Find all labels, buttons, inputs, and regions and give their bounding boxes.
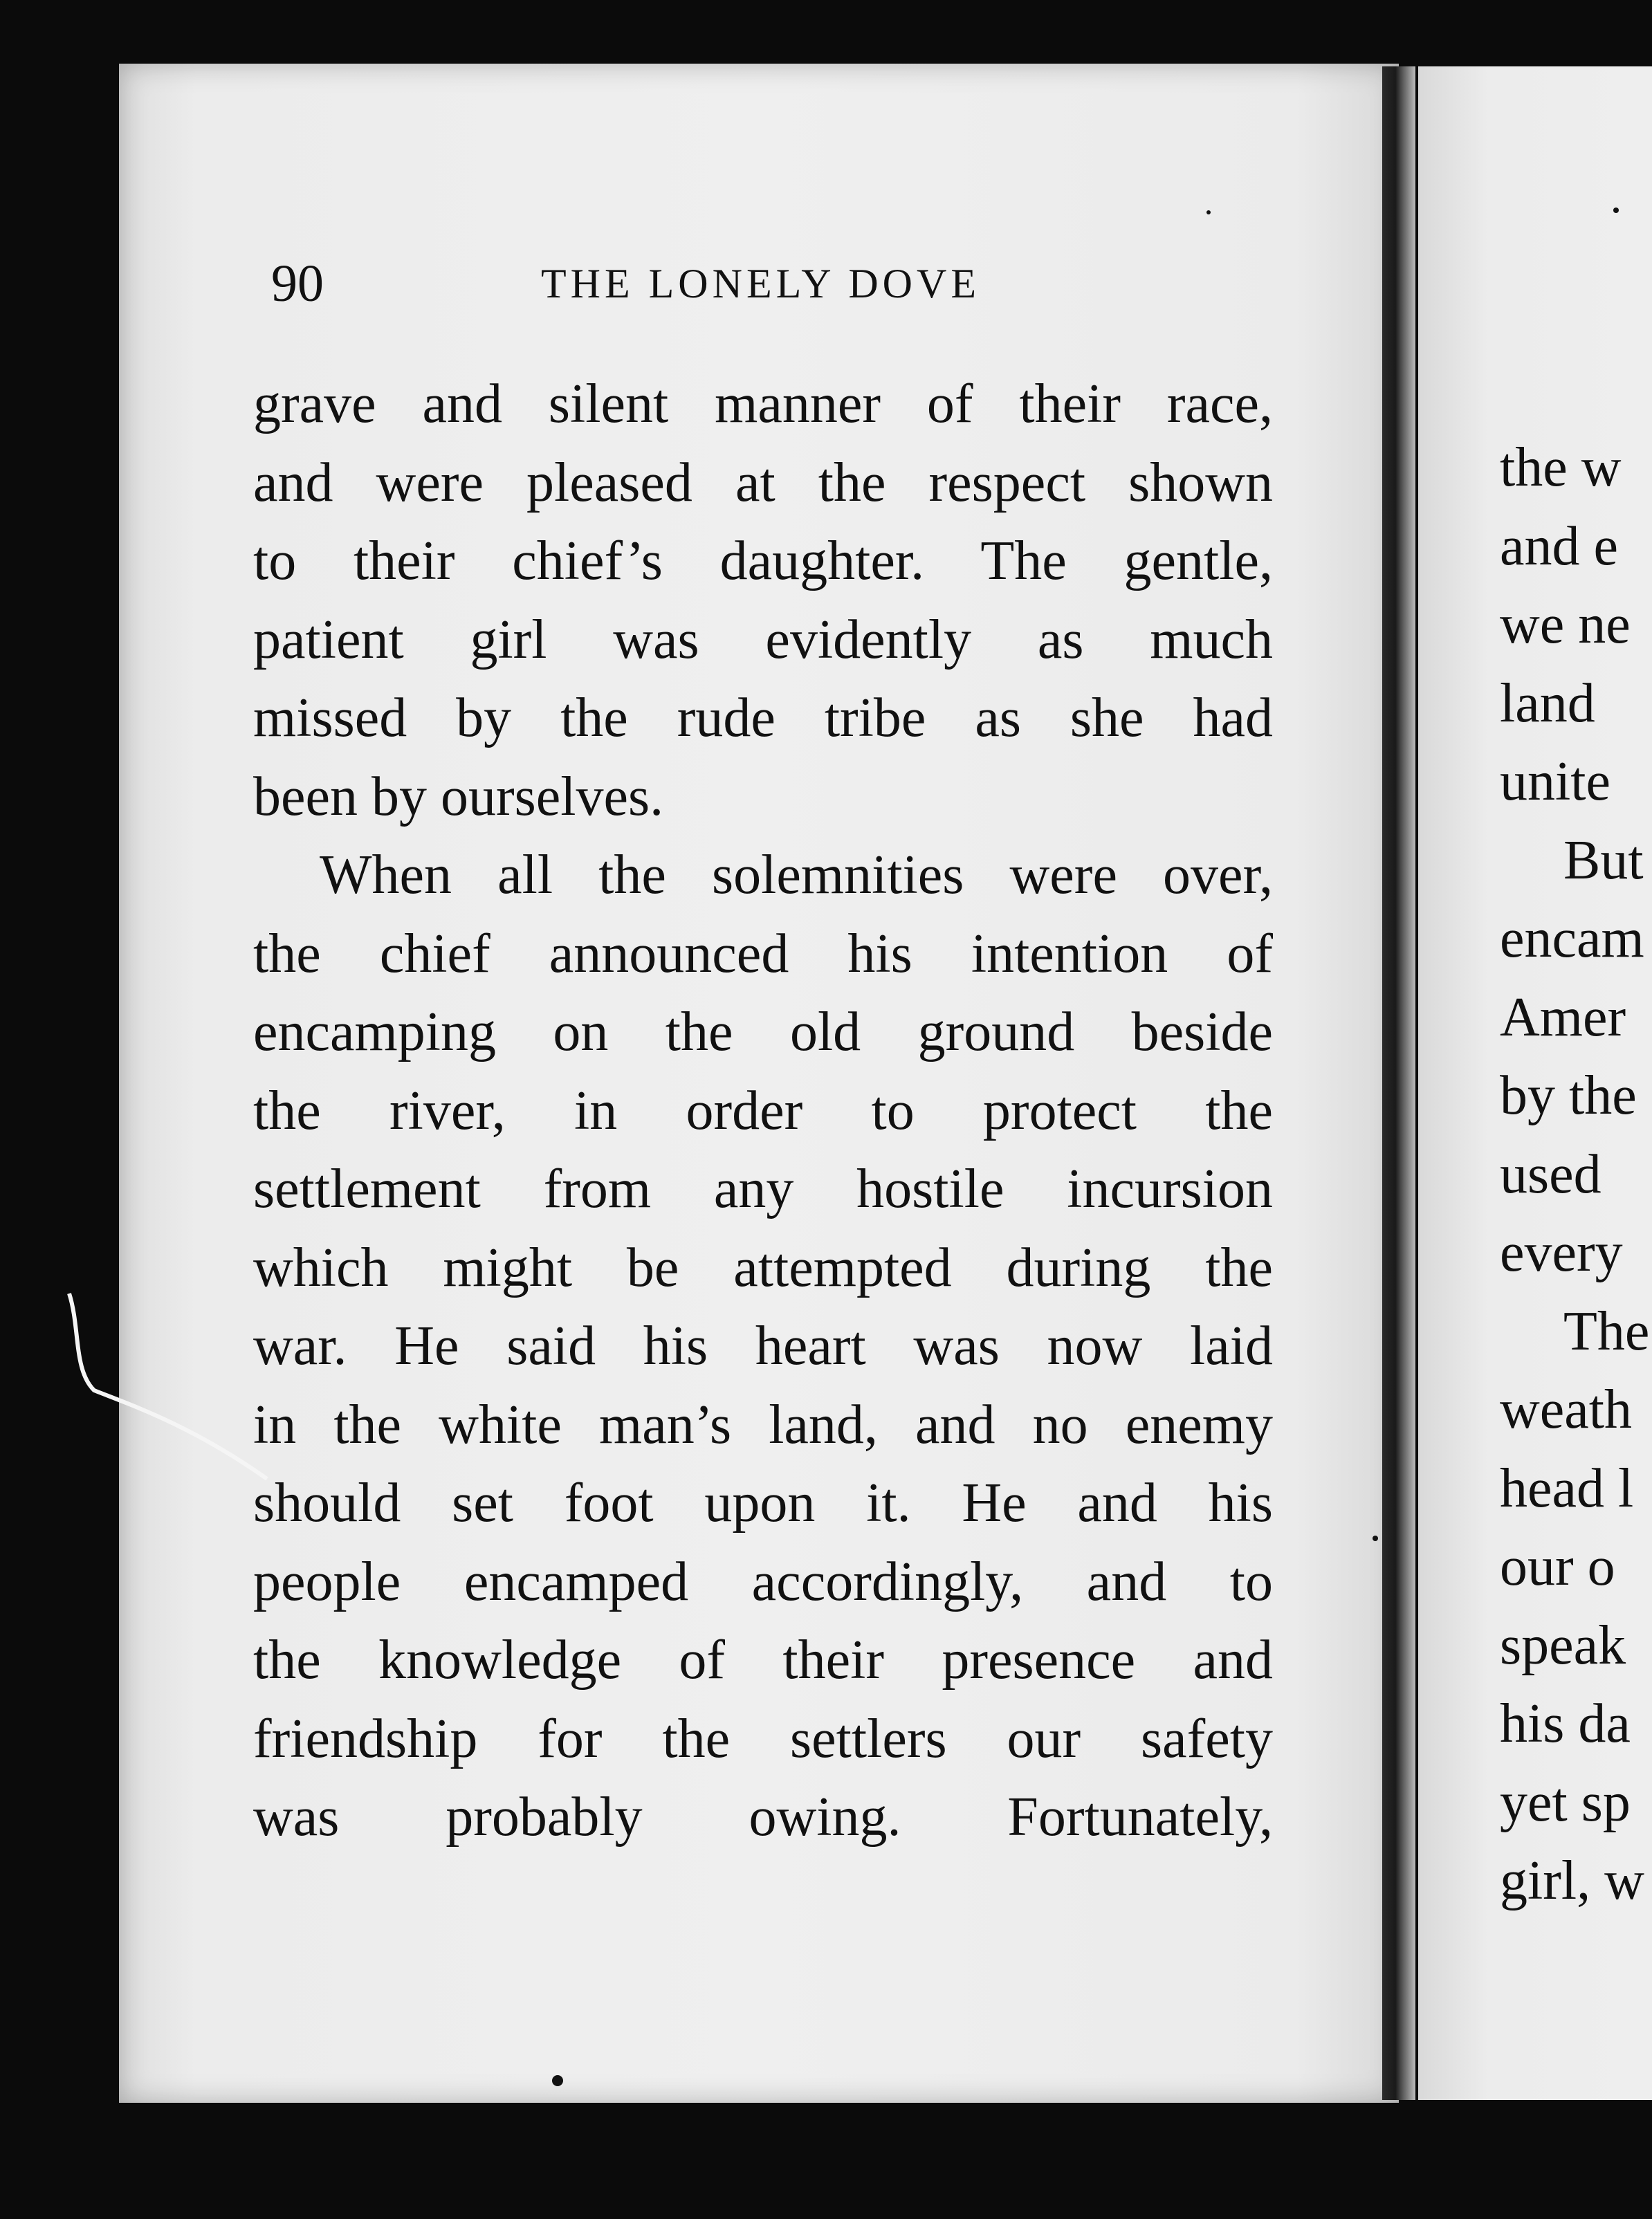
text-line: the knowledge of their presence and bbox=[253, 1630, 1273, 1691]
text-line: friendship for the settlers our safety bbox=[253, 1708, 1273, 1769]
text-line: missed by the rude tribe as she had bbox=[253, 688, 1273, 748]
text-line: been by ourselves. bbox=[253, 766, 664, 827]
text-line: When all the solemnities were over, bbox=[320, 845, 1273, 905]
text-line: to their chief’s daughter. The gentle, bbox=[253, 531, 1273, 591]
right-line: Amer bbox=[1500, 986, 1626, 1048]
right-line: weath bbox=[1500, 1379, 1633, 1440]
text-line: the river, in order to protect the bbox=[253, 1080, 1273, 1141]
text-line: the chief announced his intention of bbox=[253, 923, 1273, 984]
text-line: in the white man’s land, and no enemy bbox=[253, 1394, 1273, 1455]
right-line: his da bbox=[1500, 1693, 1631, 1754]
right-line: land bbox=[1500, 672, 1595, 734]
text-line: encamping on the old ground beside bbox=[253, 1002, 1273, 1062]
text-line: was probably owing. Fortunately, bbox=[253, 1787, 1273, 1848]
ink-speck bbox=[1206, 210, 1211, 214]
right-line: head l bbox=[1500, 1457, 1634, 1519]
right-page-text bbox=[1500, 429, 1652, 1921]
text-line: war. He said his heart was now laid bbox=[253, 1316, 1273, 1376]
right-line: girl, w bbox=[1500, 1850, 1644, 1911]
right-line: and e bbox=[1500, 515, 1619, 577]
right-line: But bbox=[1563, 829, 1644, 891]
text-line: should set foot upon it. He and his bbox=[253, 1473, 1273, 1534]
running-head bbox=[271, 249, 1004, 318]
right-line: encam bbox=[1500, 908, 1644, 969]
right-line: unite bbox=[1500, 751, 1610, 812]
text-line: settlement from any hostile incursion bbox=[253, 1159, 1273, 1219]
right-line: yet sp bbox=[1500, 1771, 1631, 1833]
book-gutter bbox=[1382, 66, 1415, 2100]
right-line: used bbox=[1500, 1143, 1601, 1205]
text-line: patient girl was evidently as much bbox=[253, 609, 1273, 670]
right-line: the w bbox=[1500, 437, 1622, 498]
ink-speck bbox=[1613, 208, 1619, 213]
text-line: grave and silent manner of their race, bbox=[253, 374, 1273, 434]
right-page bbox=[1418, 66, 1652, 2100]
text-line: which might be attempted during the bbox=[253, 1237, 1273, 1298]
ink-speck bbox=[552, 2075, 563, 2086]
right-line: our o bbox=[1500, 1536, 1615, 1597]
right-line: we ne bbox=[1500, 594, 1631, 655]
right-line: The bbox=[1563, 1300, 1650, 1362]
text-line: people encamped accordingly, and to bbox=[253, 1551, 1273, 1612]
paper-crease-mark bbox=[66, 1287, 274, 1480]
left-page-text bbox=[253, 365, 1273, 1857]
right-line: every bbox=[1500, 1222, 1623, 1283]
ink-speck bbox=[1373, 1536, 1378, 1541]
text-line: and were pleased at the respect shown bbox=[253, 452, 1273, 513]
page-number: 90 bbox=[271, 255, 324, 313]
right-line: by the bbox=[1500, 1065, 1637, 1126]
right-line: speak bbox=[1500, 1614, 1626, 1676]
running-title: THE LONELY DOVE bbox=[541, 261, 980, 306]
